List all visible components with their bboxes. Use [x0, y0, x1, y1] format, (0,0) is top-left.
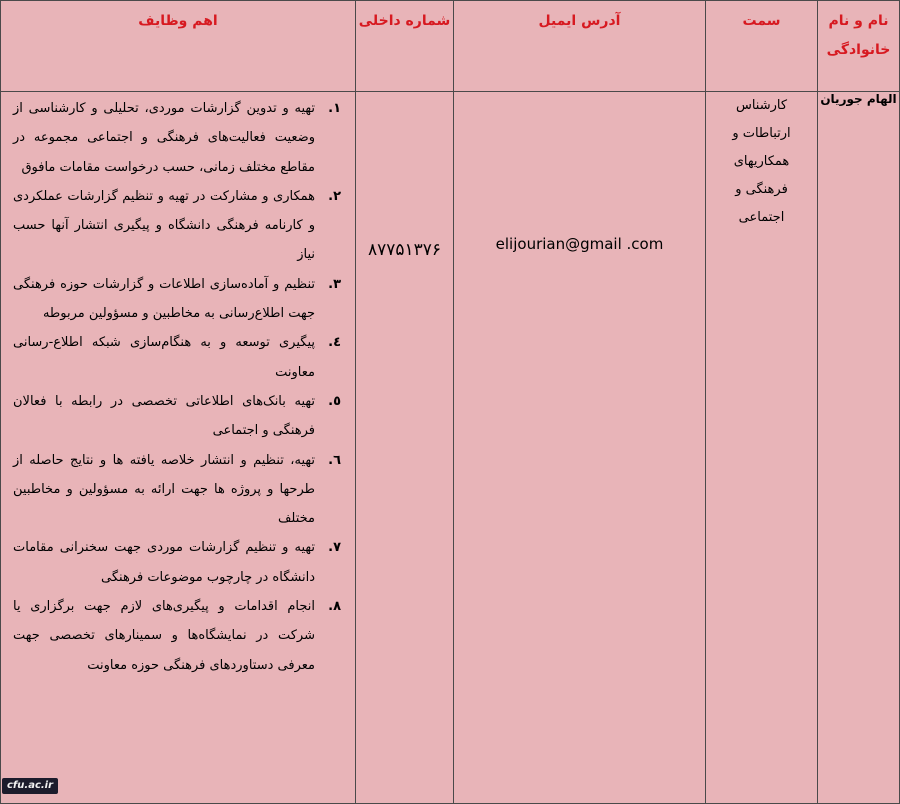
duty-number: ۷. — [328, 540, 341, 556]
staff-email[interactable]: elijourian@gmail .com — [495, 235, 664, 253]
duty-item — [13, 533, 341, 592]
duty-item — [13, 328, 341, 387]
staff-email-cell — [454, 92, 706, 804]
staff-name: الهام جوریان — [818, 92, 900, 804]
duty-number: ۲. — [328, 188, 341, 204]
duty-item — [13, 94, 341, 182]
duty-text: تهیه و تنظیم گزارشات موردی جهت سخنرانی مقامات دانشگاه در چارچوب موضوعات فرهنگی — [13, 540, 315, 585]
header-email: آدرس ایمیل — [454, 1, 706, 92]
duty-number: ۳. — [328, 276, 341, 292]
header-position: سمت — [706, 1, 818, 92]
header-duties: اهم وظایف — [1, 1, 356, 92]
duty-text: تهیه، تنظیم و انتشار خلاصه یافته ها و نتایج حاصله از طرحها و پروژه ها جهت ارائه به مسؤولین و مخاطبین مختلف — [13, 452, 315, 527]
duty-number: ٥. — [328, 393, 341, 409]
duty-item — [13, 270, 341, 329]
duty-text: انجام اقدامات و پیگیری‌های لازم جهت برگزاری یا شرکت در نمایشگاه‌ها و سمینارهای تخصصی جهت معرفی دستاوردهای فرهنگی حوزه معاونت — [13, 599, 315, 673]
staff-position: کارشناس ارتباطات و همکاریهای فرهنگی و اجتماعی — [706, 92, 818, 804]
duty-text: همکاری و مشارکت در تهیه و تنظیم گزارشات عملکردی و کارنامه فرهنگی دانشگاه و پیگیری انتشار آنها حسب نیاز — [13, 188, 315, 263]
duty-text: تنظیم و آماده‌سازی اطلاعات و گزارشات حوزه فرهنگی جهت اطلاع‌رسانی به مخاطبین و مسؤولین مربوطه — [13, 276, 315, 322]
duty-item — [13, 182, 341, 270]
header-name: نام و نام خانوادگی — [818, 1, 900, 92]
staff-extension: ۸۷۷۵۱۳۷۶ — [356, 92, 454, 804]
duty-text: پیگیری توسعه و به هنگام‌سازی شبکه اطلاع-رسانی معاونت — [13, 335, 315, 380]
duty-item — [13, 387, 341, 446]
duty-number: ٦. — [328, 452, 341, 468]
duty-number: ۱. — [328, 101, 341, 116]
duty-number: ۸. — [328, 599, 341, 615]
duty-text: تهیه بانک‌های اطلاعاتی تخصصی در رابطه با فعالان فرهنگی و اجتماعی — [13, 393, 315, 439]
duty-item — [13, 592, 341, 680]
duty-list — [13, 94, 341, 680]
header-row — [1, 1, 900, 92]
duty-number: ٤. — [328, 335, 341, 351]
duty-item — [13, 446, 341, 534]
duty-text: تهیه و تدوین گزارشات موردی، تحلیلی و کارشناسی از وضعیت فعالیت‌های فرهنگی و اجتماعی مجموعه در مقاطع مختلف زمانی، حسب درخواست مقامات مافوق — [13, 101, 315, 175]
table-row — [1, 92, 900, 804]
site-watermark: cfu.ac.ir — [2, 778, 58, 794]
duties-cell — [1, 92, 356, 804]
header-extension: شماره داخلی — [356, 1, 454, 92]
